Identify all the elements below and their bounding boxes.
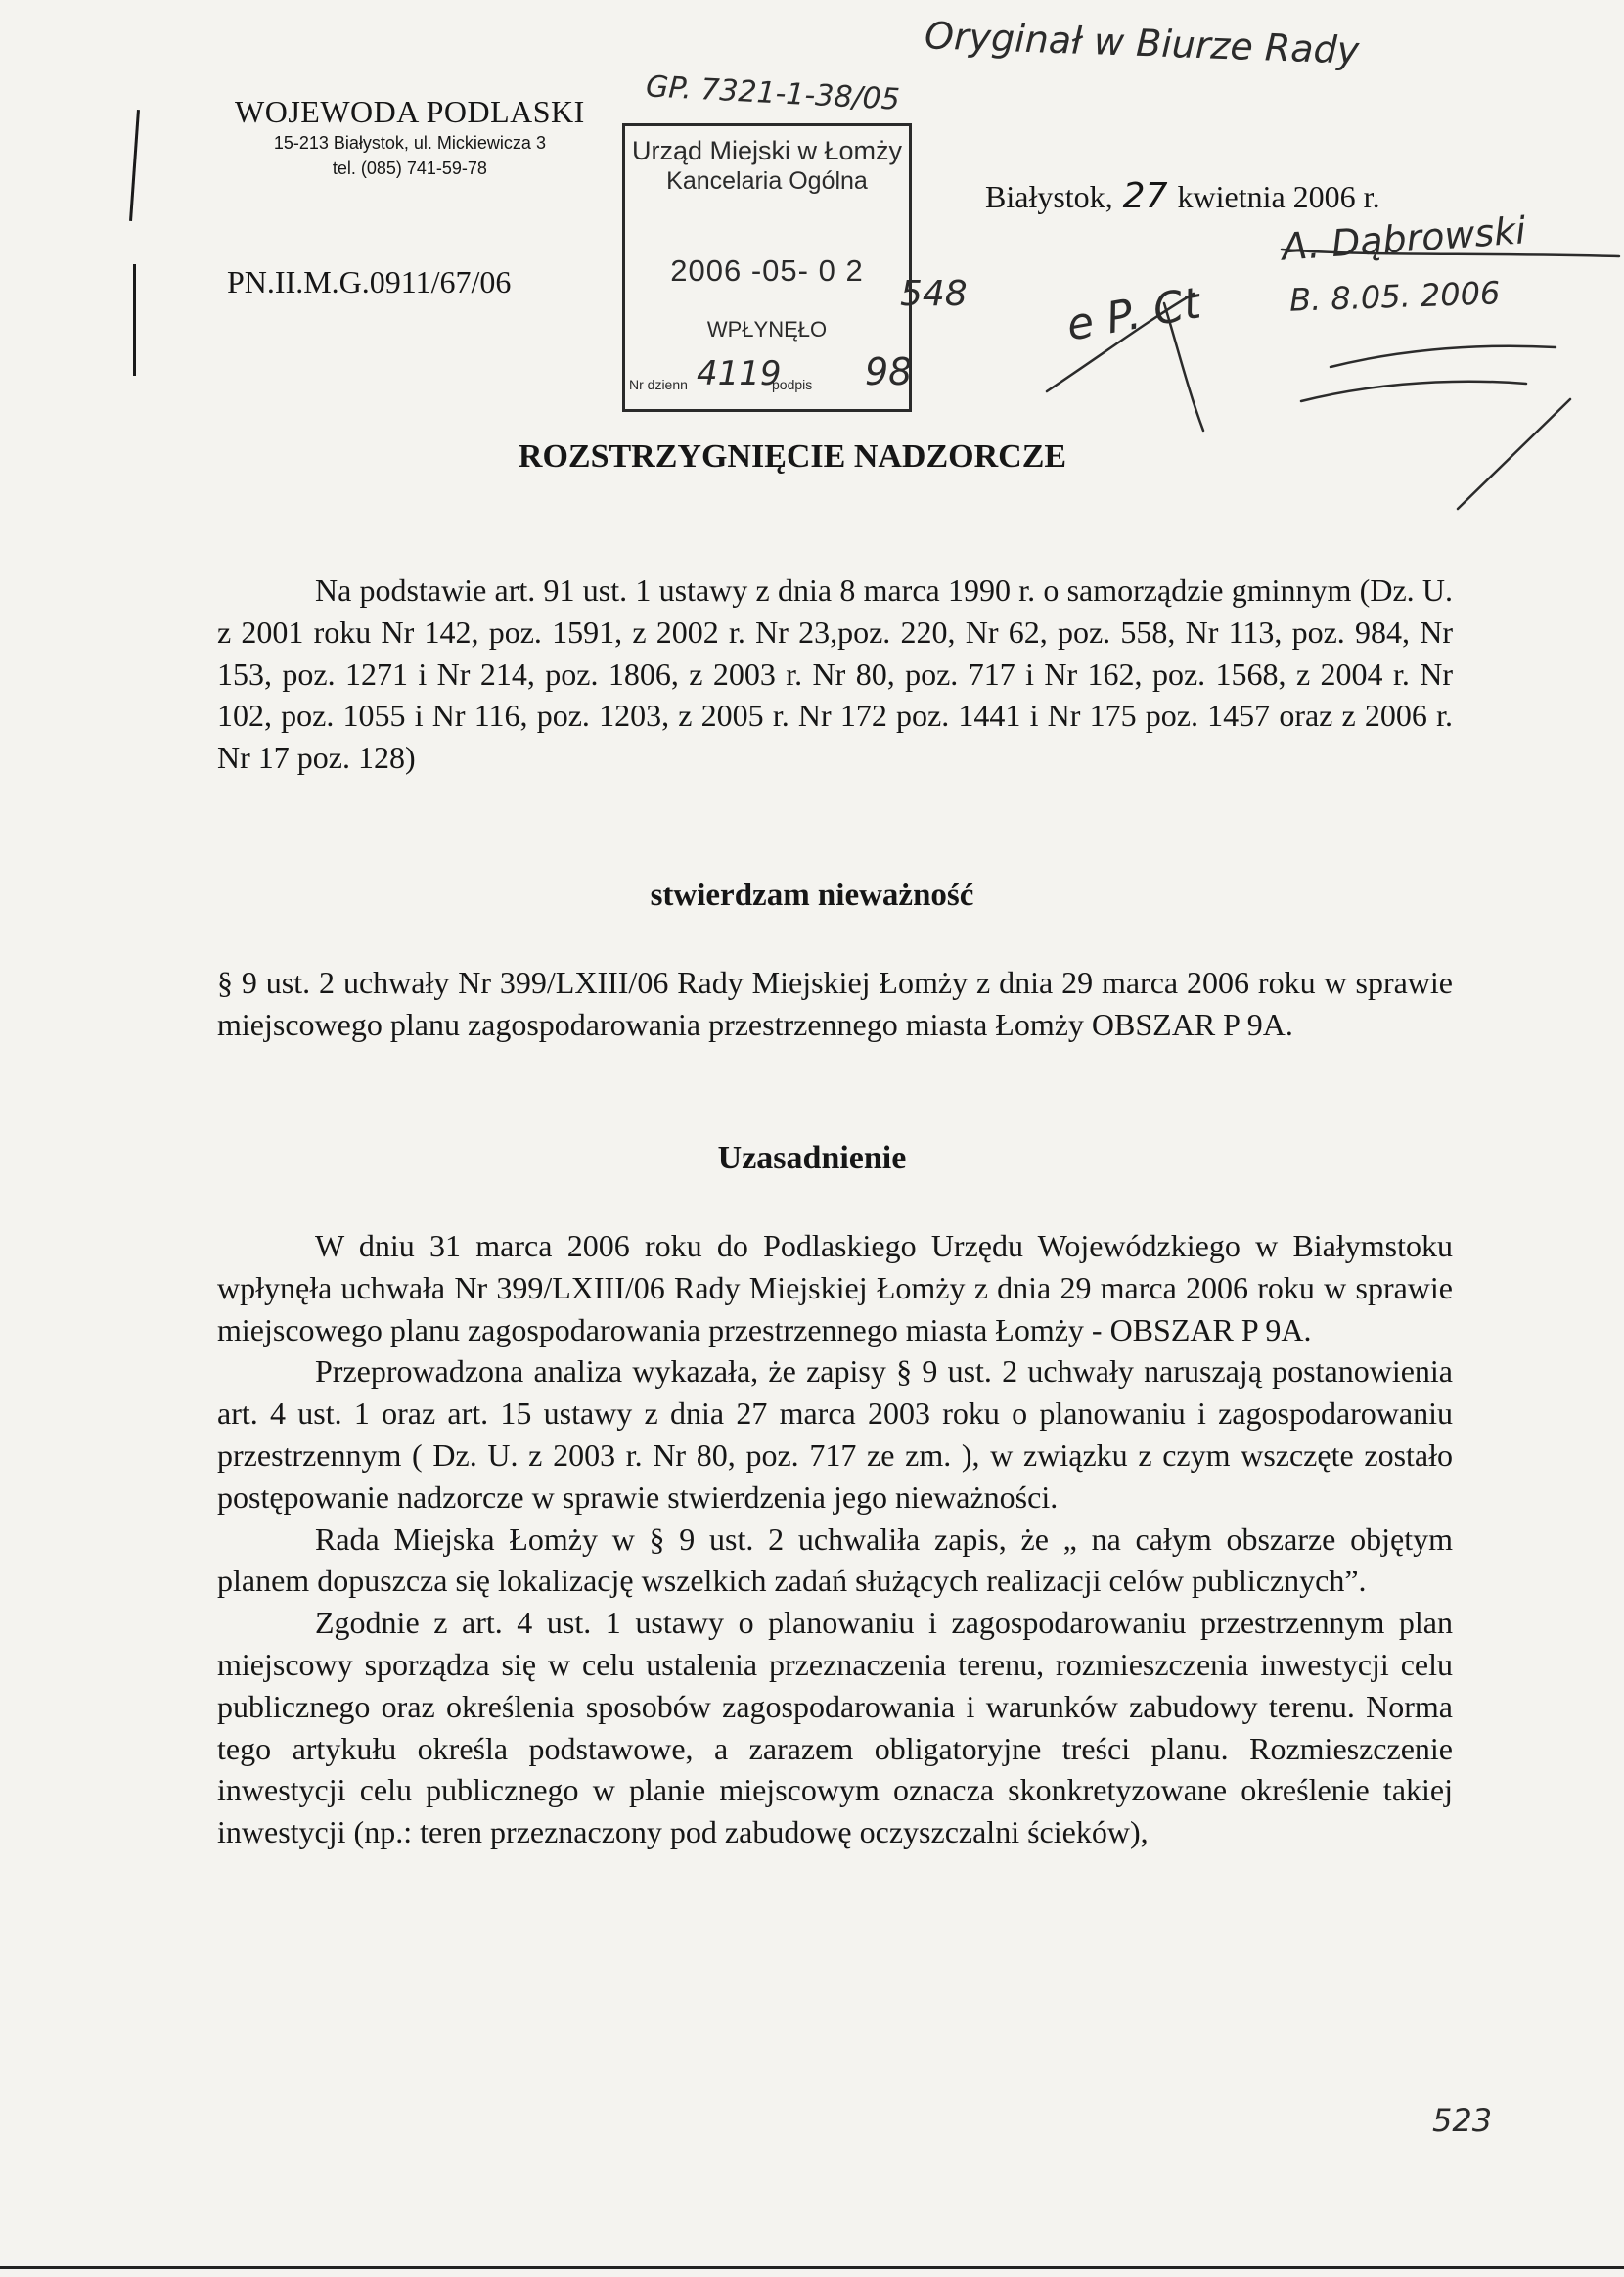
handwritten-sign-value: 98 — [865, 350, 913, 393]
sender-address: 15-213 Białystok, ul. Mickiewicza 3 — [273, 133, 546, 153]
place: Białystok, — [985, 179, 1113, 214]
document-title: ROZSTRZYGNIĘCIE NADZORCZE — [518, 438, 1067, 475]
stamp-sign-label: podpis — [772, 377, 813, 392]
date-day-handwritten: 27 — [1122, 176, 1168, 216]
justification-paragraph-1: W dniu 31 marca 2006 roku do Podlaskiego Urzędu Wojewódzkiego w Białymstoku wpłynęła uchwała Nr 399/LXIII/06 Rady Miejskiej Łomży z dnia 29 marca 2006 roku w sprawie miejscowego planu zagospodarowania przestrzennego miasta Łomży - OBSZAR P 9A. — [217, 1228, 1453, 1347]
stamp-department: Kancelaria Ogólna — [666, 167, 868, 195]
reference-number: PN.II.M.G.0911/67/06 — [227, 264, 512, 299]
justification-paragraph-3: Rada Miejska Łomży w § 9 ust. 2 uchwaliła zapis, że „ na całym obszarze objętym planem dopuszcza się lokalizację wszelkich zadań służących realizacji celów publicznych”. — [217, 1521, 1453, 1599]
handwritten-initials: e P. Ct — [1062, 278, 1204, 351]
handwritten-top-note: Oryginał w Biurze Rady — [924, 14, 1360, 72]
justification-heading: Uzasadnienie — [717, 1140, 907, 1176]
stamp-office: Urząd Miejski w Łomży — [631, 136, 903, 165]
stamp-nr-label: Nr dzienn — [629, 377, 688, 392]
place-date — [985, 176, 1380, 216]
stamp-date: 2006 -05- 0 2 — [670, 253, 864, 288]
decision-paragraph: § 9 ust. 2 uchwały Nr 399/LXIII/06 Rady Miejskiej Łomży z dnia 29 marca 2006 roku w sprawie miejscowego planu zagospodarowania przestrzennego miasta Łomży OBSZAR P 9A. — [217, 965, 1453, 1042]
justification-section — [217, 1225, 1453, 1853]
date-rest: kwietnia 2006 r. — [1177, 179, 1380, 214]
sender-phone: tel. (085) 741-59-78 — [332, 159, 487, 178]
handwritten-page-number: 523 — [1432, 2102, 1493, 2139]
legal-basis-section — [217, 569, 1453, 779]
justification-paragraph-2: Przeprowadzona analiza wykazała, że zapisy § 9 ust. 2 uchwały naruszają postanowienia art. 4 ust. 1 oraz art. 15 ustawy z dnia 27 marca 2003 roku o planowaniu i zagospodarowaniu przestrzennym ( Dz. U. z 2003 r. Nr 80, poz. 717 ze zm. ), w związku z czym wszczęte zostało postępowanie nadzorcze w sprawie stwierdzenia jego nieważności. — [217, 1353, 1453, 1515]
legal-basis-paragraph: Na podstawie art. 91 ust. 1 ustawy z dnia 8 marca 1990 r. o samorządzie gminnym (Dz. U. z 2001 roku Nr 142, poz. 1591, z 2002 r. Nr 23,poz. 220, Nr 62, poz. 558, Nr 113, poz. 984, Nr 153, poz. 1271 i Nr 214, poz. 1806, z 2003 r. Nr 80, poz. 717 i Nr 162, poz. 1568, z 2004 r. Nr 102, poz. 1055 i Nr 116, poz. 1203, z 2005 r. Nr 172 poz. 1441 i Nr 175 poz. 1457 oraz z 2006 r. Nr 17 poz. 128) — [217, 572, 1453, 776]
handwritten-date: B. 8.05. 2006 — [1288, 274, 1501, 319]
handwritten-name: A. Dąbrowski — [1280, 208, 1528, 269]
sender-name: WOJEWODA PODLASKI — [235, 94, 585, 129]
decision-heading: stwierdzam nieważność — [650, 878, 974, 913]
decision-section — [217, 962, 1453, 1046]
stamp-received: WPŁYNĘŁO — [706, 317, 828, 342]
handwritten-side-number: 548 — [900, 274, 968, 314]
handwritten-nr-value: 4119 — [697, 354, 782, 393]
handwritten-case-number: GP. 7321-1-38/05 — [645, 69, 901, 117]
justification-paragraph-4: Zgodnie z art. 4 ust. 1 ustawy o planowaniu i zagospodarowaniu przestrzennym plan miejscowy sporządza się w celu ustalenia przeznaczenia terenu, rozmieszczenia inwestycji celu publicznego oraz określenia sposobów zagospodarowania i warunków zabudowy terenu. Norma tego artykułu określa podstawowe, a zarazem obligatoryjne treści planu. Rozmieszczenie inwestycji celu publicznego w planie miejscowym oznacza skonkretyzowane określenie takiej inwestycji (np.: teren przeznaczony pod zabudowę oczyszczalni ścieków), — [217, 1605, 1453, 1850]
